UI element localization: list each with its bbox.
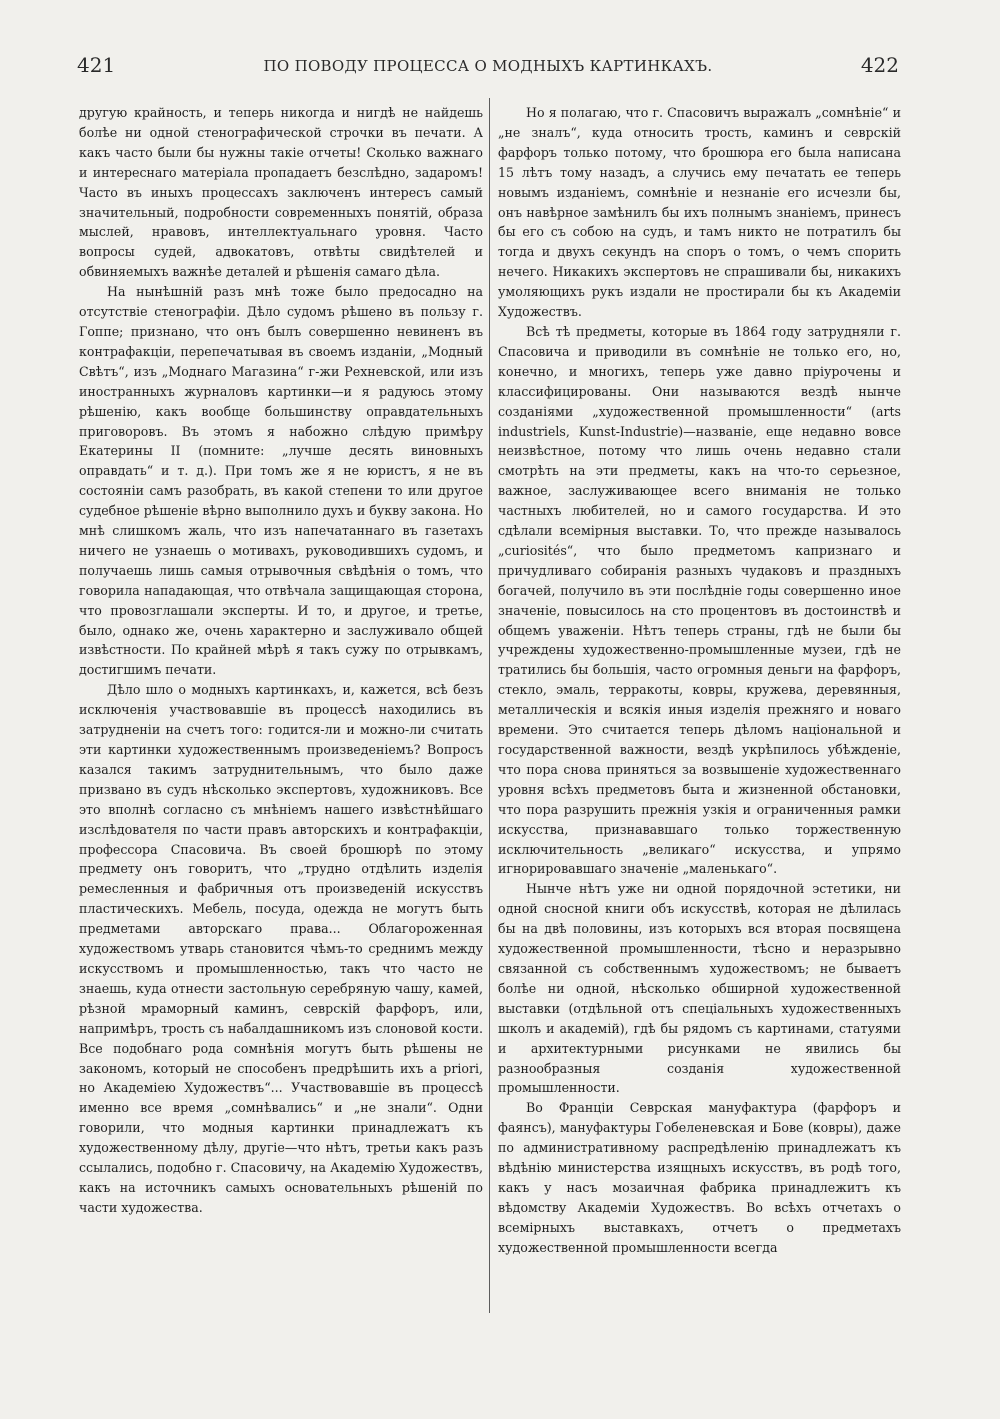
paragraph: Всѣ тѣ предметы, которые въ 1864 году затрудняли г. Спасовича и приводили въ сомнѣніе не только его, но, конечно, и многихъ, теперь уже давно пріурочены и классифицированы. Они называются вездѣ нынче созданіями „художественной промышленности“ (arts industriels, Kunst-Industrie)—названіе, еще недавно вовсе неизвѣстное, потому что лишь очень недавно стали смотрѣть на эти предметы, какъ на что-то серьезное, важное, заслуживающее всего вниманія не только частныхъ любителей, но и самого государства. И это сдѣлали всемірныя выставки. То, что прежде называлось „curiosités“, что было предметомъ капризнаго и причудливаго собиранія разныхъ чудаковъ и праздныхъ богачей, получило въ эти послѣдніе годы совершенно иное значеніе, повысилось на сто процентовъ въ достоинствѣ и общемъ уваженіи. Нѣтъ теперь страны, гдѣ не были бы учреждены художественно-промышленные музеи, гдѣ не тратились бы большія, часто огромныя деньги на фарфоръ, стекло, эмаль, терракоты, ковры, кружева, деревянныя, металлическія и всякія иныя изделія прежняго и новаго времени. Это считается теперь дѣломъ національной и государственной важности, вездѣ укрѣпилось убѣжденіе, что пора снова приняться за возвышеніе художественнаго уровня всѣхъ предметовъ быта и жизненной обстановки, что пора разрушить прежнія узкія и ограниченныя рамки искусства, признававшаго только торжественную исключительность „великаго“ искусства, и упрямо игнорировавшаго значеніе „маленькаго“. xyxy=(498,323,901,877)
paragraph: другую крайность, и теперь никогда и нигдѣ не найдешь болѣе ни одной стенографической строчки въ печати. А какъ часто были бы нужны такіе отчеты! Сколько важнаго и интереснаго матеріала пропадаетъ безслѣдно, задаромъ! Часто въ иныхъ процессахъ заключенъ интересъ самый значительный, подробности современныхъ понятій, образа мыслей, нравовъ, интеллектуальнаго уровня. Часто вопросы судей, адвокатовъ, отвѣты свидѣтелей и обвиняемыхъ важнѣе деталей и рѣшенія самаго дѣла. xyxy=(79,105,483,280)
column-divider xyxy=(489,98,490,1313)
paragraph: Нынче нѣтъ уже ни одной порядочной эстетики, ни одной сносной книги объ искусствѣ, которая не дѣлилась бы на двѣ половины, изъ которыхъ вся вторая посвящена художественной промышленности, тѣсно и неразрывно связанной съ собственнымъ художествомъ; не бываетъ болѣе ни одной, нѣсколько обширной художественной выставки (отдѣльной отъ спеціальныхъ художественныхъ школъ и академій), гдѣ бы рядомъ съ картинами, статуями и архитектурными рисунками не явились бы разнообразныя созданія художественной промышленности. xyxy=(498,881,901,1096)
paragraph: Но я полагаю, что г. Спасовичъ выражалъ „сомнѣніе“ и „не зналъ“, куда относить трость, каминъ и севрскій фарфоръ только потому, что брошюра его была написана 15 лѣтъ тому назадъ, а случись ему печатать ее теперь новымъ изданіемъ, сомнѣніе и незнаніе его исчезли бы, онъ навѣрное замѣнилъ бы ихъ полнымъ знаніемъ, принесъ бы его съ собою на судъ, и тамъ никто не потратилъ бы тогда и двухъ секундъ на споръ о томъ, о чемъ спорить нечего. Никакихъ экспертовъ не спрашивали бы, никакихъ умоляющихъ рукъ издали не простирали бы къ Академіи Художествъ. xyxy=(498,105,901,320)
running-header xyxy=(77,52,899,82)
page-number-right: 422 xyxy=(860,53,899,77)
page-number-left: 421 xyxy=(77,53,116,77)
right-column xyxy=(498,103,901,1258)
running-title: ПО ПОВОДУ ПРОЦЕССА О МОДНЫХЪ КАРТИНКАХЪ. xyxy=(263,57,713,75)
paragraph: На нынѣшній разъ мнѣ тоже было предосадно на отсутствіе стенографіи. Дѣло судомъ рѣшено въ пользу г. Гоппе; признано, что онъ былъ совершенно невиненъ въ контрафакціи, перепечатывая въ своемъ изданіи, „Модный Свѣтъ“, изъ „Моднаго Магазина“ г-жи Рехневской, или изъ иностранныхъ журналовъ картинки—и я радуюсь этому рѣшенію, какъ вообще большинству оправдательныхъ приговоровъ. Въ этомъ я набожно слѣдую примѣру Екатерины II (помните: „лучше десять виновныхъ оправдать“ и т. д.). При томъ же я не юристъ, я не въ состояніи самъ разобрать, въ какой степени то или другое судебное рѣшеніе вѣрно выполнило духъ и букву закона. Но мнѣ слишкомъ жаль, что изъ напечатаннаго въ газетахъ ничего не узнаешь о мотивахъ, руководившихъ судомъ, и получаешь лишь самыя отрывочныя свѣдѣнія о томъ, что говорила нападающая, что отвѣчала защищающая сторона, что провозглашали эксперты. И то, и другое, и третье, было, однако же, очень характерно и заслуживало общей извѣстности. По крайней мѣрѣ я такъ сужу по отрывкамъ, достигшимъ печати. xyxy=(79,284,483,678)
paragraph: Во Франціи Севрская мануфактура (фарфоръ и фаянсъ), мануфактуры Гобеленевская и Бове (ковры), даже по административному распредѣленію принадлежатъ къ вѣдѣнію министерства изящныхъ искусствъ, въ родѣ того, какъ у насъ мозаичная фабрика принадлежитъ къ вѣдомству Академіи Художествъ. Во всѣхъ отчетахъ о всемірныхъ выставкахъ, отчетъ о предметахъ художественной промышленности всегда xyxy=(498,1100,901,1255)
paragraph: Дѣло шло о модныхъ картинкахъ, и, кажется, всѣ безъ исключенія участвовавшіе въ процессѣ находились въ затрудненіи на счетъ того: годится-ли и можно-ли считать эти картинки художественнымъ произведеніемъ? Вопросъ казался такимъ затруднительнымъ, что было даже призвано въ судъ нѣсколько экспертовъ, художниковъ. Все это вполнѣ согласно съ мнѣніемъ нашего извѣстнѣйшаго изслѣдователя по части правъ авторскихъ и контрафакціи, профессора Спасовича. Въ своей брошюрѣ по этому предмету онъ говоритъ, что „трудно отдѣлить изделія ремесленныя и фабричныя отъ произведеній искусствъ пластическихъ. Мебель, посуда, одежда не могутъ быть предметами авторскаго права... Облагороженная художествомъ утварь становится чѣмъ-то среднимъ между искусствомъ и промышленностью, такъ что часто не знаешь, куда отнести застольную серебряную чашу, камей, рѣзной мраморный каминъ, севрскій фарфоръ, или, напримѣръ, трость съ набалдашникомъ изъ слоновой кости. Все подобнаго рода сомнѣнія могутъ быть рѣшены не закономъ, который не способенъ предрѣшить ихъ а priori, но Академіею Художествъ“... Участвовавшіе въ процессѣ именно все время „сомнѣвались“ и „не знали“. Одни говорили, что модныя картинки принадлежатъ къ художественному дѣлу, другіе—что нѣтъ, третьи какъ разъ ссылались, подобно г. Спасовичу, на Академію Художествъ, какъ на источникъ самыхъ основательныхъ рѣшеній по части художества. xyxy=(79,682,483,1215)
left-column xyxy=(79,103,483,1218)
